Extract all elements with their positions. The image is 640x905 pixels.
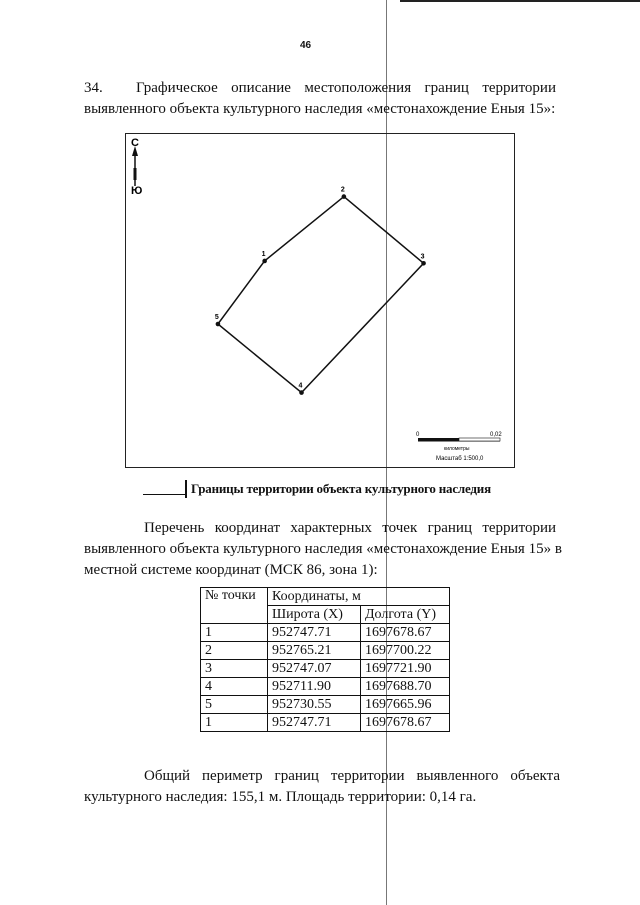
cell-lat: 952711.90	[268, 678, 361, 696]
summary-line2: культурного наследия: 155,1 м. Площадь территории: 0,14 га.	[84, 789, 477, 805]
cell-lat: 952765.21	[268, 642, 361, 660]
section-title-text: Графическое описание местоположения границ территории	[136, 80, 556, 96]
coordinates-table	[200, 587, 450, 732]
south-label: Ю	[131, 185, 143, 197]
cell-lon: 1697678.67	[361, 624, 450, 642]
section-title-line1	[84, 78, 556, 99]
scale-end: 0,02	[490, 432, 502, 438]
scale-bar	[418, 438, 500, 441]
boundary-point-label: 5	[214, 314, 219, 322]
cell-lat: 952730.55	[268, 696, 361, 714]
scale-unit: километры	[444, 446, 470, 452]
boundary-polygon	[218, 197, 424, 393]
map-legend	[143, 480, 491, 498]
cell-lon: 1697688.70	[361, 678, 450, 696]
summary-line1	[84, 766, 560, 787]
header-lon: Долгота (Y)	[361, 606, 450, 624]
page-number: 46	[300, 40, 312, 51]
boundary-point-marker	[342, 194, 347, 199]
scale-start: 0	[416, 432, 420, 438]
legend-tick-symbol	[185, 480, 187, 498]
coords-intro-line3: местной системе координат (МСК 86, зона 1):	[84, 562, 378, 578]
boundary-point-marker	[299, 390, 304, 395]
section-number: 34.	[84, 80, 103, 96]
boundary-point-label: 4	[298, 382, 303, 390]
cell-point: 4	[201, 678, 268, 696]
table-row	[201, 678, 450, 696]
scale-ratio: Масштаб 1:500,0	[436, 456, 484, 462]
boundary-point-label: 3	[420, 253, 425, 261]
cell-lon: 1697721.90	[361, 660, 450, 678]
cell-lon: 1697665.96	[361, 696, 450, 714]
coords-intro-text1: Перечень координат характерных точек границ территории	[144, 520, 556, 536]
summary-text1: Общий периметр границ территории выявленного объекта	[144, 768, 560, 784]
cell-point: 1	[201, 624, 268, 642]
cell-point: 2	[201, 642, 268, 660]
cell-lat: 952747.71	[268, 714, 361, 732]
table-row	[201, 714, 450, 732]
cell-point: 1	[201, 714, 268, 732]
cell-point: 3	[201, 660, 268, 678]
table-row	[201, 660, 450, 678]
coords-intro-line1	[84, 518, 556, 539]
header-point: № точки	[201, 588, 268, 624]
header-lat: Широта (X)	[268, 606, 361, 624]
boundary-map	[125, 133, 515, 468]
table-row	[201, 624, 450, 642]
table-row	[201, 696, 450, 714]
boundary-point-marker	[262, 259, 267, 264]
boundary-point-marker	[421, 261, 426, 266]
cell-lat: 952747.71	[268, 624, 361, 642]
legend-line-symbol	[143, 494, 185, 495]
table-row	[201, 642, 450, 660]
boundary-point-marker	[216, 322, 221, 327]
scan-artifact-top-line	[400, 0, 640, 2]
cell-lon: 1697700.22	[361, 642, 450, 660]
coords-intro-line2: выявленного объекта культурного наследия «местонахождение Еныя 15» в	[84, 541, 562, 557]
legend-text: Границы территории объекта культурного наследия	[191, 481, 491, 496]
header-coords: Координаты, м	[268, 588, 450, 606]
cell-point: 5	[201, 696, 268, 714]
cell-lat: 952747.07	[268, 660, 361, 678]
north-label: С	[131, 137, 139, 149]
boundary-point-label: 2	[340, 186, 345, 194]
cell-lon: 1697678.67	[361, 714, 450, 732]
north-arrow-icon	[132, 146, 138, 186]
section-title-line2: выявленного объекта культурного наследия «местонахождение Еныя 15»:	[84, 101, 556, 117]
boundary-point-label: 1	[261, 250, 266, 258]
boundary-map-canvas	[126, 134, 514, 467]
